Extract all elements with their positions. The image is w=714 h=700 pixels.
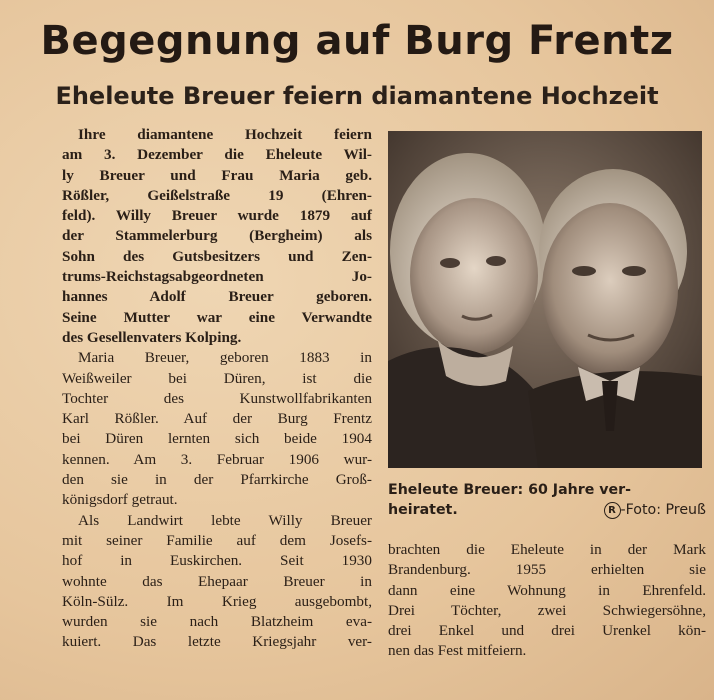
text-line: feld). Willy Breuer wurde 1879 auf	[62, 207, 372, 225]
text-line: Tochter des Kunstwollfabrikanten	[62, 389, 372, 407]
text-line: ly Breuer und Frau Maria geb.	[62, 166, 372, 184]
text-line: Köln-Sülz. Im Krieg ausgebombt,	[62, 592, 372, 610]
text-line: Brandenburg. 1955 erhielten sie	[388, 561, 706, 579]
text-line: trums-Reichstagsabgeordneten Jo-	[62, 268, 372, 286]
photo-caption	[388, 480, 706, 520]
text-line: Als Landwirt lebte Willy Breuer	[78, 511, 372, 529]
caption-line-2	[388, 500, 706, 520]
text-line: Seine Mutter war eine Verwandte	[62, 308, 372, 326]
text-line: Maria Breuer, geboren 1883 in	[78, 349, 372, 367]
caption-line-1: Eheleute Breuer: 60 Jahre ver-	[388, 482, 632, 498]
text-line: dann eine Wohnung in Ehrenfeld.	[388, 581, 706, 599]
couple-photo-drawing	[388, 131, 702, 468]
right-column	[388, 540, 706, 662]
text-line: Weißweiler bei Düren, ist die	[62, 369, 372, 387]
text-line: kuiert. Das letzte Kriegsjahr ver-	[62, 633, 372, 651]
text-line: königsdorf getraut.	[62, 491, 178, 509]
article-headline: Begegnung auf Burg Frentz	[40, 18, 674, 64]
body-paragraph-2	[62, 348, 372, 510]
caption-text: heiratet.	[388, 502, 458, 518]
text-line: hof in Euskirchen. Seit 1930	[62, 552, 372, 570]
text-line: nen das Fest mitfeiern.	[388, 642, 527, 660]
text-line: der Stammelerburg (Bergheim) als	[62, 227, 372, 245]
text-line: wohnte das Ehepaar Breuer in	[62, 572, 372, 590]
lead-paragraph	[62, 125, 372, 348]
text-line: brachten die Eheleute in der Mark	[388, 541, 706, 558]
text-line: Karl Rößler. Auf der Burg Frentz	[62, 410, 372, 428]
text-line: drei Enkel und drei Urenkel kön-	[388, 622, 706, 640]
text-line: des Gesellenvaters Kolping.	[62, 328, 242, 346]
text-line: Rößler, Geißelstraße 19 (Ehren-	[62, 186, 372, 204]
registered-symbol-icon: R	[604, 502, 621, 519]
text-line: Sohn des Gutsbesitzers und Zen-	[62, 247, 372, 265]
text-line: kennen. Am 3. Februar 1906 wur-	[62, 450, 372, 468]
text-line: bei Düren lernten sich beide 1904	[62, 430, 372, 448]
text-line: am 3. Dezember die Eheleute Wil-	[62, 146, 372, 164]
article-subheadline: Eheleute Breuer feiern diamantene Hochzeit	[55, 82, 659, 110]
text-line: den sie in der Pfarrkirche Groß-	[62, 471, 372, 489]
text-line: mit seiner Familie auf dem Josefs-	[62, 531, 372, 549]
text-line: Ihre diamantene Hochzeit feiern	[78, 126, 372, 143]
left-column	[62, 125, 372, 653]
text-line: hannes Adolf Breuer geboren.	[62, 288, 372, 306]
text-line: wurden sie nach Blatzheim eva-	[62, 613, 372, 631]
photo-credit-text: -Foto: Preuß	[620, 502, 706, 518]
body-paragraph-continued	[388, 540, 706, 662]
body-paragraph-3	[62, 511, 372, 653]
text-line: Drei Töchter, zwei Schwiegersöhne,	[388, 601, 706, 619]
photo-credit	[604, 500, 706, 520]
couple-photo	[388, 131, 702, 468]
